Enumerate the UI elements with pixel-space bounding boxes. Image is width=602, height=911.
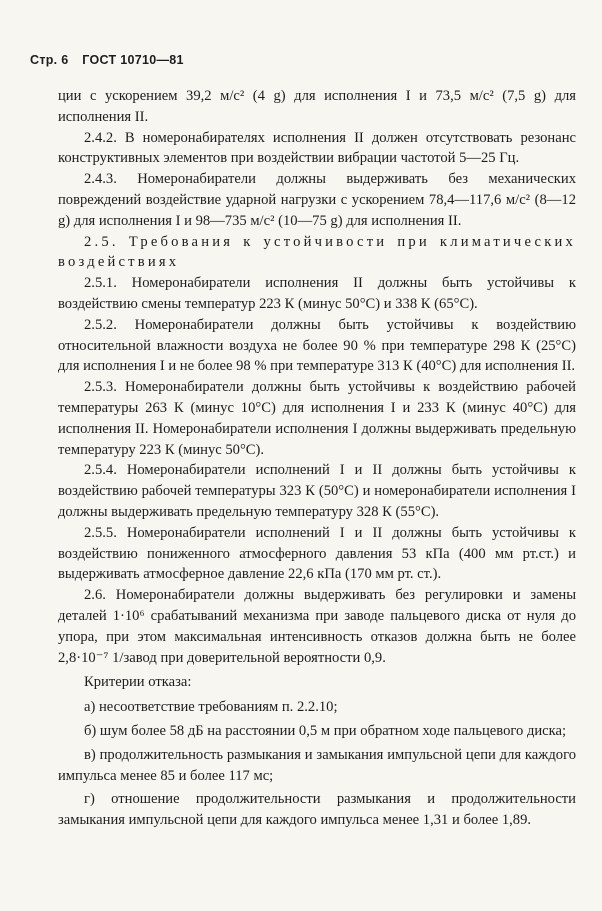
paragraph-2-5-5: 2.5.5. Номеронабиратели исполнений I и II должны быть устойчивы к воздействию пониженного атмосферного давления 53 кПа (400 мм рт.ст.) и выдерживать атмосферное давление 22,6 кПа (170 мм рт. ст.). xyxy=(58,524,576,583)
paragraph-2-5-1: 2.5.1. Номеронабиратели исполнения II должны быть устойчивы к воздействию смены температур 223 К (минус 50°С) и 338 К (65°С). xyxy=(58,275,576,312)
paragraph-2-5-4: 2.5.4. Номеронабиратели исполнений I и II должны быть устойчивы к воздействию рабочей температуры 323 К (50°С) и номеронабиратели исполнения I должны выдерживать предельную температуру 328 К (55°С). xyxy=(58,462,576,520)
paragraph-2-5-3: 2.5.3. Номеронабиратели должны быть устойчивы к воздействию рабочей температуры 263 К (минус 10°С) для исполнения I и 233 К (минус 40°С) для исполнения II. Номеронабиратели исполнения I должны выдерживать предельную температуру 223 К (минус 50°С). xyxy=(58,379,576,458)
standard-code: ГОСТ 10710—81 xyxy=(82,53,184,67)
criterion-g: г) отношение продолжительности размыкания и продолжительности замыкания импульсной цепи для каждого импульса менее 1,31 и более 1,89. xyxy=(58,791,576,829)
page-header xyxy=(30,53,194,67)
document-body xyxy=(58,86,576,834)
failure-criteria-heading: Критерии отказа: xyxy=(84,674,192,691)
paragraph-2-5-2: 2.5.2. Номеронабиратели должны быть устойчивы к воздействию относительной влажности воздуха не более 90 % при температуре 298 К (25°С) для исполнения I и не более 98 % при температуре 313 К (40°С) для исполнения II. xyxy=(58,316,576,375)
paragraph-continuation: ции с ускорением 39,2 м/с² (4 g) для исполнения I и 73,5 м/с² (7,5 g) для исполнения II. xyxy=(58,88,576,125)
criterion-v: в) продолжительность размыкания и замыкания импульсной цепи для каждого импульса менее 85 и более 117 мс; xyxy=(58,746,576,784)
criterion-a: а) несоответствие требованиям п. 2.2.10; xyxy=(84,699,338,716)
paragraph-2-6: 2.6. Номеронабиратели должны выдерживать без регулировки и замены деталей 1·10⁶ срабатываний механизма при заводе пальцевого диска от нуля до упора, при этом максимальная интенсивность отказов должна быть не более 2,8·10⁻⁷ 1/завод при доверительной вероятности 0,9. xyxy=(58,587,576,666)
page-number: Стр. 6 xyxy=(30,53,69,67)
paragraph-2-4-2: 2.4.2. В номеронабирателях исполнения II должен отсутствовать резонанс конструктивных элементов при воздействии вибрации частотой 5—25 Гц. xyxy=(58,129,576,167)
criterion-b: б) шум более 58 дБ на расстоянии 0,5 м при обратном ходе пальцевого диска; xyxy=(84,722,567,739)
paragraph-2-4-3: 2.4.3. Номеронабиратели должны выдерживать без механических повреждений воздействие ударной нагрузки с ускорением 78,4—117,6 м/с² (8—12 g) для исполнения I и 98—735 м/с² (10—75 g) для исполнения II. xyxy=(58,171,576,229)
section-heading-2-5: 2.5. Требования к устойчивости при климатических воздействиях xyxy=(58,233,576,271)
